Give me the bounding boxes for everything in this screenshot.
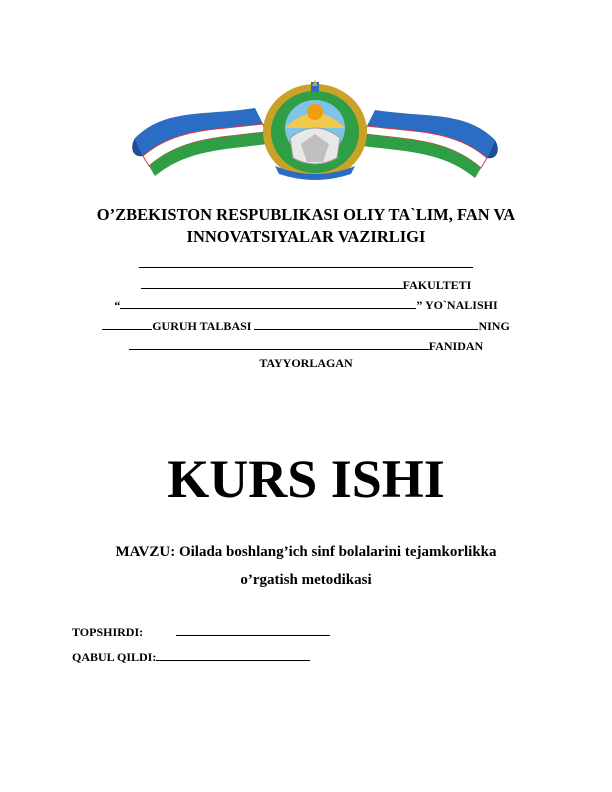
group-label: GURUH TALBASI (152, 319, 252, 333)
faculty-label: FAKULTETI (402, 278, 472, 292)
document-title: KURS ISHI (167, 449, 445, 509)
blank-field-group[interactable] (102, 318, 152, 330)
emblem-svg (125, 78, 505, 182)
group-line (0, 318, 612, 333)
ministry-line-1: O’ZBEKISTON RESPUBLIKASI OLIY TA`LIM, FAN VA (96, 205, 516, 224)
blank-field-subject[interactable] (129, 338, 429, 350)
left-flag-ribbon (132, 108, 267, 176)
prepared-line (0, 356, 612, 370)
faculty-line (0, 277, 612, 292)
direction-label: YO`NALISHI (424, 298, 498, 312)
topic-line-1: MAVZU: Oilada boshlang’ich sinf bolalarini tejamkorlikka (115, 544, 497, 560)
blank-field-direction[interactable] (120, 297, 416, 309)
topic-line-2: o’rgatish metodikasi (240, 572, 372, 588)
direction-open-quote: “ (114, 298, 121, 312)
coat-of-arms (263, 80, 367, 180)
state-emblem (125, 78, 505, 182)
blank-field-submitted[interactable] (176, 624, 330, 636)
submitted-row (72, 624, 330, 639)
direction-line (0, 297, 612, 312)
ministry-name (60, 204, 552, 248)
subject-label: FANIDAN (428, 339, 484, 353)
blank-field-faculty[interactable] (141, 277, 403, 289)
right-flag-ribbon (363, 110, 498, 178)
submitted-label: TOPSHIRDI: (72, 625, 144, 639)
accepted-row (72, 649, 310, 664)
ministry-line-2: INNOVATSIYALAR VAZIRLIGI (186, 227, 426, 246)
blank-line-top (0, 256, 612, 271)
accepted-label: QABUL QILDI: (72, 650, 157, 664)
topic (60, 538, 552, 594)
group-suffix-label: NING (478, 319, 510, 333)
subject-line (0, 338, 612, 353)
direction-close-quote: ” (416, 298, 423, 312)
prepared-label: TAYYORLAGAN (259, 356, 353, 370)
blank-field-accepted[interactable] (156, 649, 310, 661)
blank-field-student[interactable] (254, 318, 478, 330)
blank-field-university[interactable] (139, 256, 473, 268)
